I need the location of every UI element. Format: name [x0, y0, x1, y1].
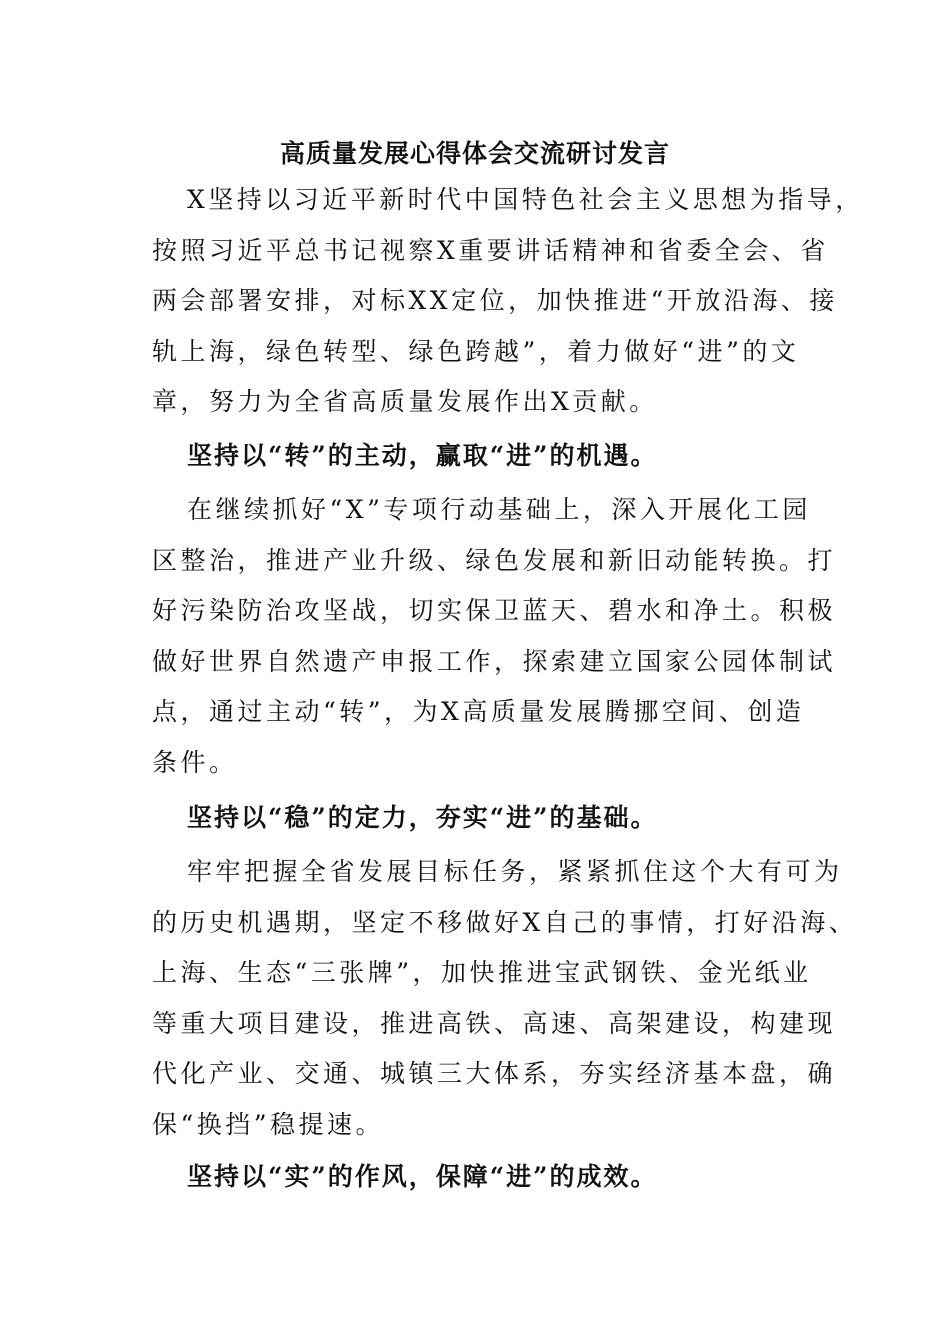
paragraph-line: X坚持以习近平新时代中国特色社会主义思想为指导， [187, 185, 864, 214]
paragraph-line: 上海、生态“三张牌”，加快推进宝武钢铁、金光纸业 [152, 958, 812, 987]
section-heading: 坚持以“实”的作风，保障“进”的成效。 [187, 1162, 658, 1191]
paragraph-line: 的历史机遇期，坚定不移做好X自己的事情，打好沿海、 [152, 907, 858, 937]
paragraph-line: 保“换挡”稳提速。 [152, 1109, 385, 1139]
paragraph-line: 等重大项目建设，推进高铁、高速、高架建设，构建现 [152, 1008, 837, 1038]
section-paragraph [152, 485, 837, 788]
paragraph-line: 两会部署安排，对标XX定位，加快推进“开放沿海、接 [152, 286, 838, 315]
paragraph-line: 代化产业、交通、城镇三大体系，夯实经济基本盘，确 [152, 1059, 837, 1088]
paragraph-line: 做好世界自然遗产申报工作，探索建立国家公园体制试 [152, 646, 837, 676]
paragraph-line: 章，努力为全省高质量发展作出X贡献。 [152, 387, 658, 416]
paragraph-line: 区整治，推进产业升级、绿色发展和新旧动能转换。打 [152, 545, 837, 575]
paragraph-line: 条件。 [152, 747, 238, 777]
paragraph-line: 牢牢把握全省发展目标任务，紧紧抓住这个大有可为 [187, 857, 843, 886]
paragraph-line: 按照习近平总书记视察X重要讲话精神和省委全会、省 [152, 235, 829, 265]
section-heading: 坚持以“转”的主动，赢取“进”的机遇。 [187, 441, 658, 470]
paragraph-line: 在继续抓好“X”专项行动基础上，深入开展化工园 [187, 495, 811, 524]
paragraph-line: 好污染防治攻坚战，切实保卫蓝天、碧水和净土。积极 [152, 596, 837, 625]
section-paragraph [152, 847, 858, 1150]
intro-paragraph [152, 175, 864, 428]
document-title: 高质量发展心得体会交流研讨发言 [279, 139, 670, 168]
paragraph-line: 轨上海，绿色转型、绿色跨越”，着力做好“进”的文 [152, 336, 800, 366]
paragraph-line: 点，通过主动“转”，为X高质量发展腾挪空间、创造 [152, 697, 805, 726]
section-heading: 坚持以“稳”的定力，夯实“进”的基础。 [187, 803, 658, 832]
